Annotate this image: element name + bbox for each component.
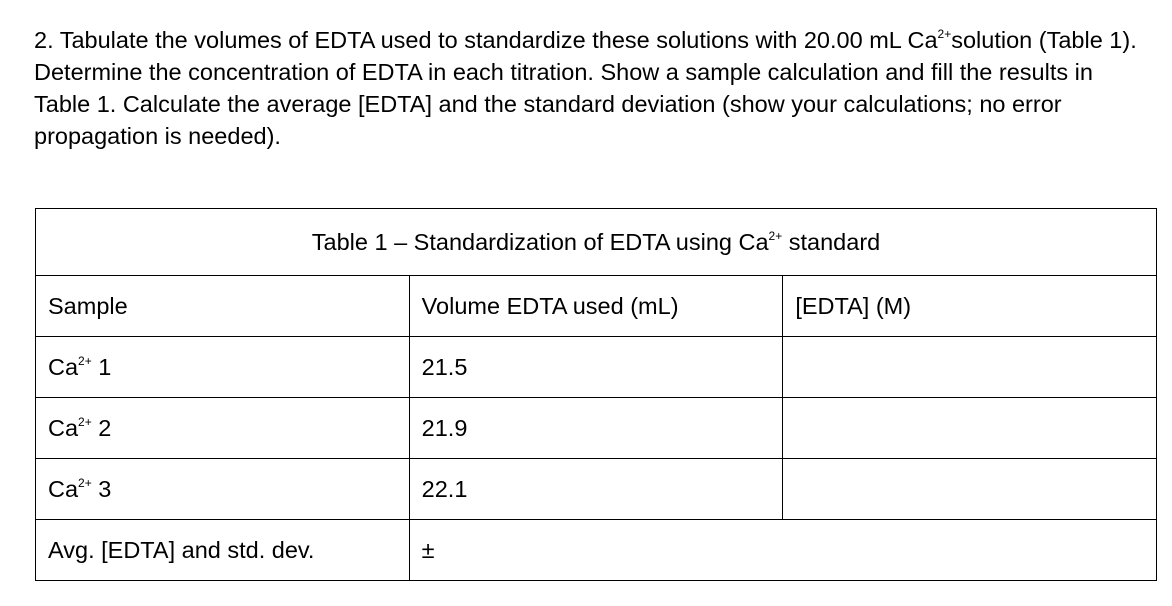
edta-cell[interactable] (783, 398, 1157, 459)
header-volume: Volume EDTA used (mL) (409, 276, 783, 337)
sample-charge: 2+ (78, 414, 92, 429)
volume-cell: 21.9 (409, 398, 783, 459)
sample-cell (36, 459, 410, 520)
table-caption (36, 209, 1157, 276)
average-label: Avg. [EDTA] and std. dev. (36, 520, 410, 581)
volume-cell: 21.5 (409, 337, 783, 398)
average-value-cell[interactable]: ± (409, 520, 1156, 581)
question-text-part2: solution (Table 1). Determine the concentration of EDTA in each titration. Show a sample calculation and fill the results in Table 1. Calculate the average [EDTA] and the standard deviation (show your calculations; no error propagation is needed). (34, 27, 1137, 149)
sample-base: Ca (48, 414, 79, 441)
volume-cell: 22.1 (409, 459, 783, 520)
table-caption-text: Table 1 – Standardization of EDTA using Ca (311, 228, 769, 255)
edta-cell[interactable] (783, 459, 1157, 520)
question-text (34, 24, 1144, 152)
sample-number: 2 (91, 414, 112, 441)
table-header-row (36, 276, 1157, 337)
table-row (36, 337, 1157, 398)
standardization-table (35, 208, 1157, 581)
question-superscript: 2+ (937, 27, 952, 41)
table-caption-superscript: 2+ (768, 228, 783, 243)
sample-charge: 2+ (78, 353, 92, 368)
sample-cell (36, 337, 410, 398)
question-text-part1: 2. Tabulate the volumes of EDTA used to standardize these solutions with 20.00 mL Ca (34, 27, 938, 53)
sample-cell (36, 398, 410, 459)
sample-number: 3 (91, 475, 112, 502)
sample-charge: 2+ (78, 475, 92, 490)
sample-number: 1 (91, 353, 112, 380)
table-row (36, 459, 1157, 520)
edta-cell[interactable] (783, 337, 1157, 398)
sample-base: Ca (48, 353, 79, 380)
header-edta: [EDTA] (M) (783, 276, 1157, 337)
table-caption-suffix: standard (782, 228, 881, 255)
table-row (36, 398, 1157, 459)
header-sample: Sample (36, 276, 410, 337)
average-row (36, 520, 1157, 581)
sample-base: Ca (48, 475, 79, 502)
